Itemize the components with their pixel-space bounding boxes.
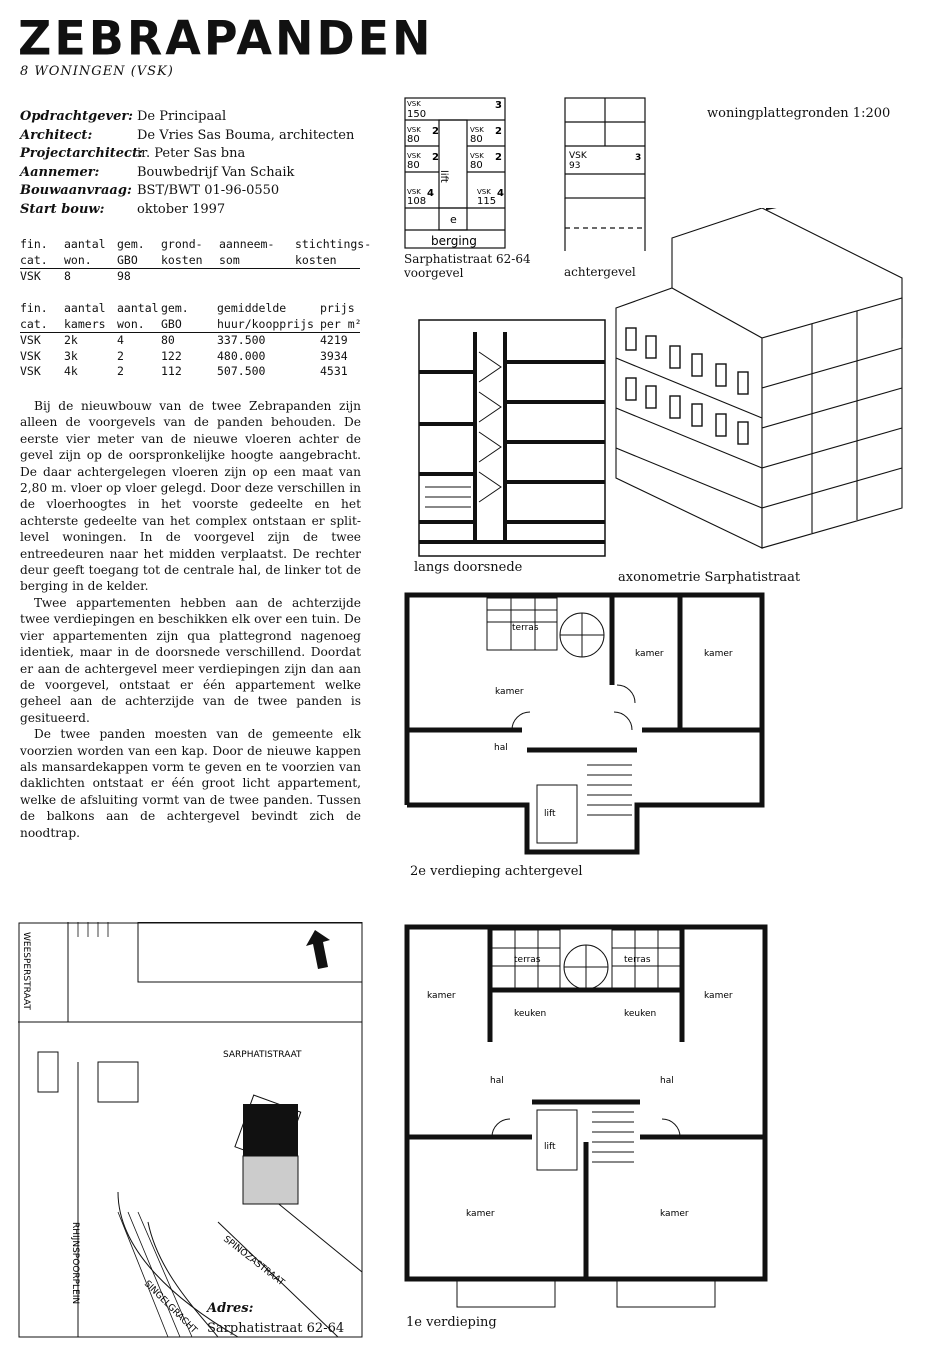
room-label: terras xyxy=(512,623,539,633)
room-label: hal xyxy=(490,1076,504,1086)
td: 80 xyxy=(161,333,175,347)
table-row xyxy=(20,364,360,380)
table-row xyxy=(20,333,360,349)
td: 4k xyxy=(64,364,78,378)
th: aantal won. xyxy=(117,301,159,331)
section-drawing xyxy=(405,312,615,560)
floor-number: 3 xyxy=(495,100,502,111)
cost-table xyxy=(20,237,372,285)
floor-number: 2 xyxy=(495,126,502,137)
floor-number: 2 xyxy=(432,126,439,137)
table-header xyxy=(20,301,360,333)
info-value: De Vries Sas Bouma, architecten xyxy=(137,127,355,143)
td: VSK xyxy=(20,364,41,378)
unit-label: 150 xyxy=(407,109,427,120)
north-arrow-icon xyxy=(306,930,330,969)
axonometric-caption: axonometrie Sarphatistraat xyxy=(618,570,801,585)
floor-number: 4 xyxy=(497,188,504,199)
description-text xyxy=(20,398,361,841)
lift-label: lift xyxy=(438,170,449,183)
info-row xyxy=(20,127,354,146)
td: 507.500 xyxy=(217,364,266,378)
th: gemiddelde huur/koopprijs xyxy=(217,301,314,331)
room-label: kamer xyxy=(635,649,664,659)
street-label: SINGELGRACHT xyxy=(141,1279,199,1336)
th: gem. GBO xyxy=(117,237,145,267)
paragraph: Twee appartementen hebben aan de achterzijde twee verdiepingen en beschikken elk over een tuin. De vier appartementen zijn qua plattegrond nagenoeg identiek, maar in de doorsnede verschillend. Doordat er aan de achtergevel meer verdiepingen zijn dan aan de voorgevel, ontstaat er één appartement welke geheel aan de achterzijde van de twee panden is gesitueerd. xyxy=(20,595,361,725)
room-label: kamer xyxy=(495,687,524,697)
address-label: Adres: xyxy=(207,1301,254,1316)
vsk-label: VSK xyxy=(477,188,491,196)
th: aantal won. xyxy=(64,237,106,267)
site-garden xyxy=(243,1156,298,1204)
verdieping2-caption: 2e verdieping achtergevel xyxy=(410,864,583,879)
room-label: kamer xyxy=(704,991,733,1001)
floor-number: 2 xyxy=(495,152,502,163)
info-value: oktober 1997 xyxy=(137,201,226,217)
address-value: Sarphatistraat 62-64 xyxy=(207,1321,345,1336)
info-value: Bouwbedrijf Van Schaik xyxy=(137,164,295,180)
td: 480.000 xyxy=(217,348,266,363)
info-key: Architect: xyxy=(20,127,93,143)
th: fin. cat. xyxy=(20,301,48,331)
room-label: keuken xyxy=(514,1009,547,1019)
room-label: kamer xyxy=(466,1209,495,1219)
th: stichtings- kosten xyxy=(295,237,372,267)
unit-label: 80 xyxy=(470,134,483,145)
vsk-label: VSK xyxy=(407,100,421,108)
td: 3934 xyxy=(320,348,348,363)
room-label: kamer xyxy=(427,991,456,1001)
paragraph: Bij de nieuwbouw van de twee Zebrapanden zijn alleen de voorgevels van de panden behouden. De eerste vier meter van de nieuwe vloeren achter de gevel zijn op de oorspronkelijke hoogte aangebracht. De daar achtergelegen vloeren zijn op een maat van 2,80 m. vloer op vloer gelegd. Door deze verschillen in de vloerhoogtes in het voorste gedeelte en het achterste gedeelte van het complex ontstaan er split-level woningen. In de voorgevel zijn de twee entreedeuren naar het midden verplaatst. De rechter deur geeft toegang tot de centrale hal, de linker tot de berging in de kelder. xyxy=(20,399,361,594)
td: 112 xyxy=(161,364,182,378)
street-label: SPINOZASTRAAT xyxy=(221,1234,286,1289)
room-label: hal xyxy=(660,1076,674,1086)
th: prijs per m² xyxy=(320,301,362,331)
unit-label: 80 xyxy=(407,134,420,145)
td: 4531 xyxy=(320,364,348,378)
td: 8 xyxy=(64,269,71,283)
td: 337.500 xyxy=(217,333,266,347)
td: VSK xyxy=(20,348,41,363)
room-label: hal xyxy=(494,743,508,753)
table-row xyxy=(20,269,360,285)
td: 2 xyxy=(117,348,124,363)
project-info xyxy=(20,108,354,220)
info-value: De Principaal xyxy=(137,109,227,124)
site-building xyxy=(243,1104,298,1156)
td: VSK xyxy=(20,333,41,347)
section-caption: langs doorsnede xyxy=(414,560,523,575)
caption-line: voorgevel xyxy=(404,266,464,280)
td: 2k xyxy=(64,333,78,347)
entrance-label: e xyxy=(450,213,457,226)
vsk-label: VSK xyxy=(470,152,484,160)
unit-label: 80 xyxy=(407,160,420,171)
th: gem. GBO xyxy=(161,301,189,331)
vsk-label: VSK xyxy=(407,126,421,134)
achtergevel-caption: achtergevel xyxy=(564,265,636,279)
th: aantal kamers xyxy=(64,301,106,331)
paragraph: De twee panden moesten van de gemeente elk voorzien worden van een kap. Door de nieuwe kappen als mansardekappen vorm te geven en te voorzien van daklichten ontstaat er één groot licht appartement, welke de afsluiting vormt van de twee panden. Tussen de balkons aan de achtergevel bevindt zich de noodtrap. xyxy=(20,727,361,840)
td: 4219 xyxy=(320,333,348,347)
th: aanneem- som xyxy=(219,237,275,267)
page-subtitle: 8 WONINGEN (VSK) xyxy=(20,64,174,79)
info-row xyxy=(20,182,354,201)
room-label: kamer xyxy=(704,649,733,659)
room-label: terras xyxy=(514,955,541,965)
vsk-label: VSK xyxy=(407,188,421,196)
info-key: Projectarchitect: xyxy=(20,146,143,162)
td: 3k xyxy=(64,348,78,363)
floor-number: 4 xyxy=(427,188,434,199)
info-key: Start bouw: xyxy=(20,201,105,217)
td: 122 xyxy=(161,348,182,363)
floor-number: 2 xyxy=(432,152,439,163)
street-label: WEESPERSTRAAT xyxy=(21,932,31,1010)
page-title: ZEBRAPANDEN xyxy=(18,10,434,66)
voorgevel-caption xyxy=(404,252,531,280)
vsk-label: VSK xyxy=(470,126,484,134)
info-key: Opdrachtgever: xyxy=(20,109,133,124)
verdieping1-caption: 1e verdieping xyxy=(406,1315,497,1330)
unit-label: 80 xyxy=(470,160,483,171)
floorplan-1e-verdieping xyxy=(402,922,770,1312)
info-value: ir. Peter Sas bna xyxy=(137,146,246,162)
info-row xyxy=(20,145,354,164)
street-label: RHIJNSPOORPLEIN xyxy=(70,1222,80,1305)
room-label: terras xyxy=(624,955,651,965)
unit-label: 93 xyxy=(569,161,581,171)
floorplan-2e-verdieping xyxy=(402,590,770,860)
td: 2 xyxy=(117,364,124,378)
unit-label: 108 xyxy=(407,196,427,207)
info-key: Bouwaanvraag: xyxy=(20,183,132,199)
info-row xyxy=(20,201,354,220)
price-table xyxy=(20,301,360,380)
td: 98 xyxy=(117,269,131,283)
vsk-label: VSK xyxy=(569,151,587,161)
td: 4 xyxy=(117,333,124,347)
info-key: Aannemer: xyxy=(20,164,100,180)
info-row xyxy=(20,108,354,127)
vsk-label: VSK xyxy=(407,152,421,160)
unit-label: 115 xyxy=(477,196,497,207)
room-label: lift xyxy=(544,1142,556,1152)
th: grond- kosten xyxy=(161,237,203,267)
table-row xyxy=(20,349,360,365)
info-value: BST/BWT 01-96-0550 xyxy=(137,183,280,199)
caption-line: Sarphatistraat 62-64 xyxy=(404,252,531,266)
td: VSK xyxy=(20,269,41,283)
room-label: kamer xyxy=(660,1209,689,1219)
table-header xyxy=(20,237,372,269)
th: fin. cat. xyxy=(20,237,48,267)
scale-caption: woningplattegronden 1:200 xyxy=(707,106,891,121)
room-label: keuken xyxy=(624,1009,657,1019)
voorgevel-diagram xyxy=(403,96,533,252)
street-label: SARPHATISTRAAT xyxy=(223,1050,302,1060)
location-map xyxy=(18,922,364,1340)
floor-number: 3 xyxy=(635,153,642,163)
axonometric-drawing xyxy=(612,208,912,570)
berging-label: berging xyxy=(431,234,477,248)
info-row xyxy=(20,164,354,183)
room-label: lift xyxy=(544,809,556,819)
